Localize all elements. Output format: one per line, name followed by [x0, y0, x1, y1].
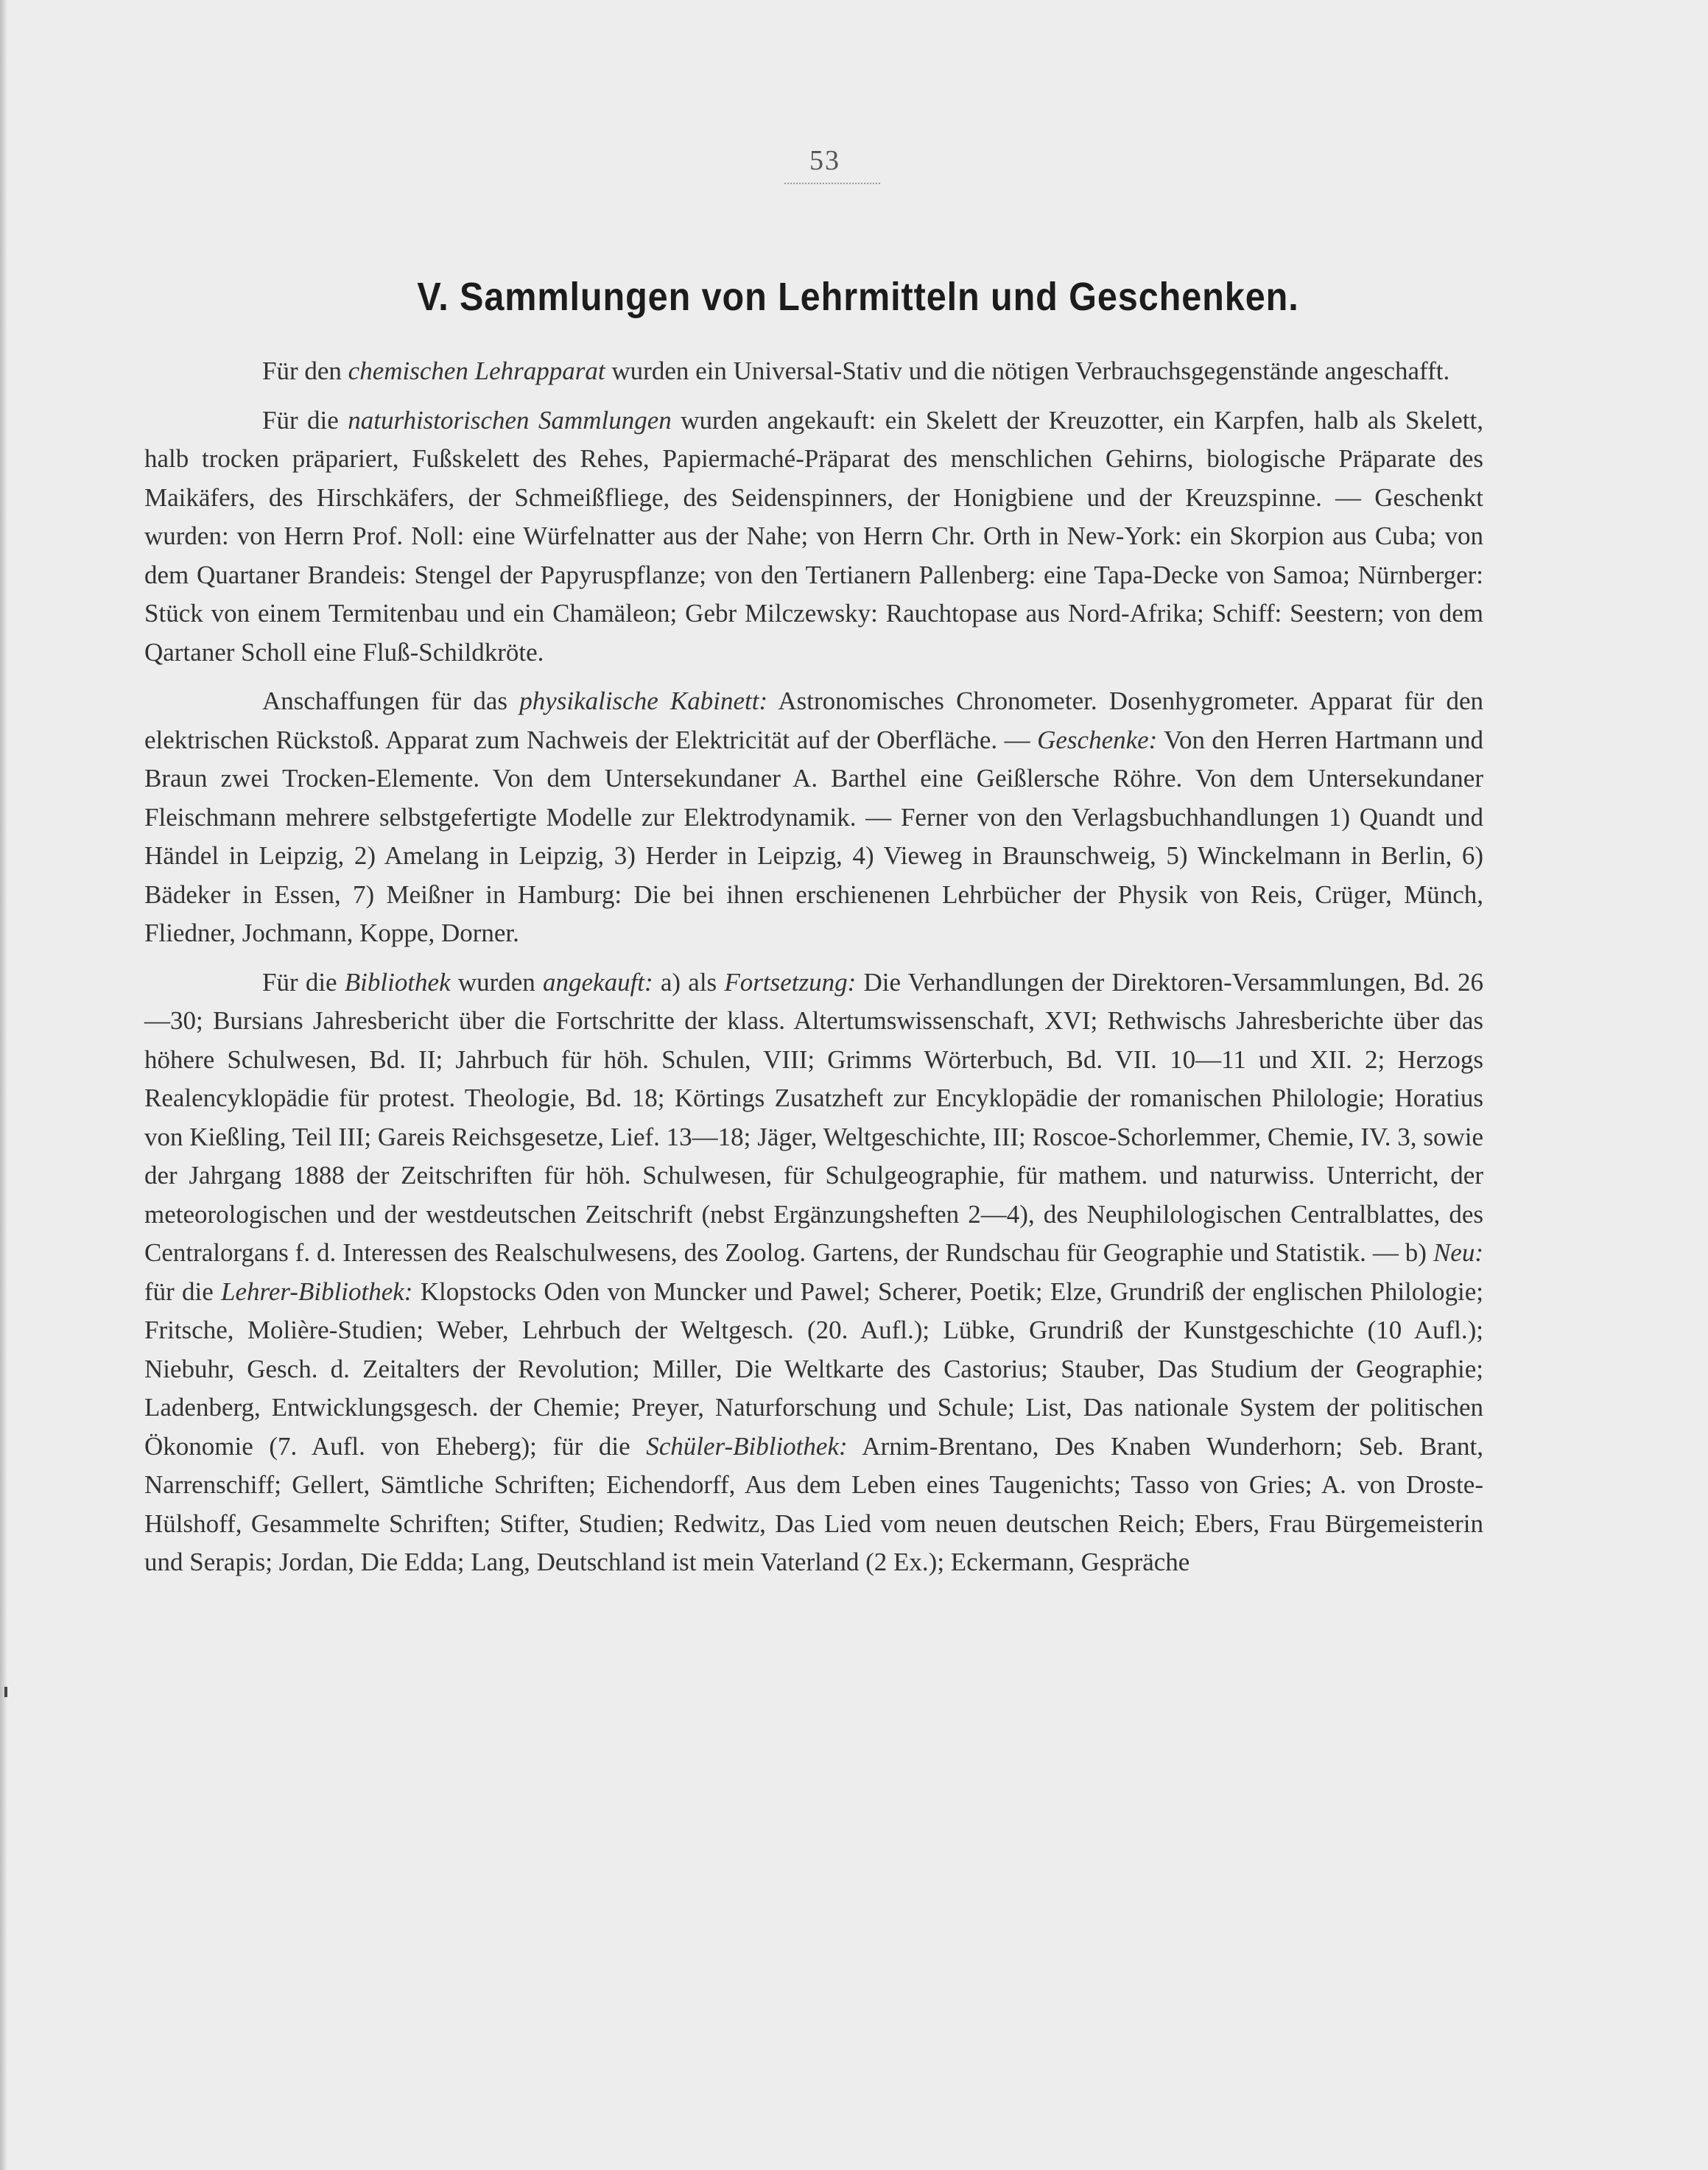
- paragraph-text: Für die: [262, 405, 348, 435]
- page-number-rule: [784, 183, 880, 184]
- paragraph-natural-history: [144, 401, 1483, 673]
- section-heading: V. Sammlungen von Lehrmitteln und Geschenken.: [417, 275, 1299, 319]
- paragraph-text: Astronomisches Chronometer. Dosenhygrometer. Apparat für den elektrischen Rückstoß. Apparat zum Nachweis der Elektricität auf der Oberfläche. —: [144, 687, 1483, 754]
- paragraph-text: wurden angekauft: ein Skelett der Kreuzotter, ein Karpfen, halb als Skelett, halb trocken präpariert, Fußskelett des Rehes, Papiermaché-Präparat des menschlichen Gehirns, biologische Präparate des Maikäfers, des Hirschkäfers, der Schmeißfliege, des Seidenspinners, der Honigbiene und der Kreuzspinne. — Geschenkt wurden: von Herrn Prof. Noll: eine Würfelnatter aus der Nahe; von Herrn Chr. Orth in New-York: ein Skorpion aus Cuba; von dem Quartaner Brandeis: Stengel der Papyruspflanze; von den Tertianern Pallenberg: eine Tapa-Decke von Samoa; Nürnberger: Stück von einem Termitenbau und ein Chamäleon; Gebr Milczewsky: Rauchtopase aus Nord-Afrika; Schiff: Seestern; von dem Qartaner Scholl eine Fluß-Schildkröte.: [144, 405, 1484, 667]
- emphasis-text: Bibliothek: [344, 967, 451, 997]
- emphasis-text: Neu:: [1433, 1238, 1483, 1267]
- paragraph-text: Arnim-Brentano, Des Knaben Wunderhorn; Seb. Brant, Narrenschiff; Gellert, Sämtliche Schriften; Eichendorff, Aus dem Leben eines Taugenichts; Tasso von Gries; A. von Droste-Hülshoff, Gesammelte Schriften; Stifter, Studien; Redwitz, Das Lied vom neuen deutschen Reich; Ebers, Frau Bürgemeisterin und Serapis; Jordan, Die Edda; Lang, Deutschland ist mein Vaterland (2 Ex.); Eckermann, Gespräche: [144, 1431, 1483, 1576]
- paragraph-text: wurden ein Universal-Stativ und die nötigen Verbrauchsgegenstände angeschafft.: [605, 357, 1450, 385]
- paragraph-text: wurden: [450, 967, 544, 997]
- paragraph-text: Für den: [262, 357, 348, 385]
- emphasis-text: naturhistorischen Sammlungen: [348, 405, 672, 435]
- emphasis-text: chemischen Lehrapparat: [348, 357, 605, 385]
- paragraph-text: Die Verhandlungen der Direktoren-Versammlungen, Bd. 26—30; Bursians Jahresbericht über die Fortschritte der klass. Altertumswissenschaft, XVI; Rethwischs Jahresberichte über das höhere Schulwesen, Bd. II; Jahrbuch für höh. Schulen, VIII; Grimms Wörterbuch, Bd. VII. 10—11 und XII. 2; Herzogs Realencyklopädie für protest. Theologie, Bd. 18; Körtings Zusatzheft zur Encyklopädie der romanischen Philologie; Horatius von Kießling, Teil III; Gareis Reichsgesetze, Lief. 13—18; Jäger, Weltgeschichte, III; Roscoe-Schorlemmer, Chemie, IV. 3, sowie der Jahrgang 1888 der Zeitschriften für höh. Schulwesen, für Schulgeographie, für mathem. und naturwiss. Unterricht, der meteorologischen und der westdeutschen Zeitschrift (nebst Ergänzungsheften 2—4), des Neuphilologischen Centralblattes, des Centralorgans f. d. Interessen des Realschulwesens, des Zoolog. Gartens, der Rundschau für Geographie und Statistik. — b): [144, 967, 1483, 1267]
- emphasis-text: Schüler-Bibliothek:: [646, 1431, 848, 1461]
- paragraph-text: Anschaffungen für das: [262, 687, 520, 715]
- page-number: 53: [809, 145, 840, 176]
- paragraph-text: für die: [144, 1277, 222, 1306]
- paragraph-text: Für die: [262, 967, 345, 997]
- paragraph-physics: [144, 682, 1483, 953]
- paragraph-chemistry: [144, 352, 1483, 391]
- paragraph-text: Von den Herren Hartmann und Braun zwei Trocken-Elemente. Von dem Untersekundaner A. Barthel eine Geißlersche Röhre. Von dem Untersekundaner Fleischmann mehrere selbstgefertigte Modelle zur Elektrodynamik. — Ferner von den Verlagsbuchhandlungen 1) Quandt und Händel in Leipzig, 2) Amelang in Leipzig, 3) Herder in Leipzig, 4) Vieweg in Braunschweig, 5) Winckelmann in Berlin, 6) Bädeker in Essen, 7) Meißner in Hamburg: Die bei ihnen erschienenen Lehrbücher der Physik von Reis, Crüger, Münch, Fliedner, Jochmann, Koppe, Dorner.: [144, 725, 1483, 947]
- emphasis-text: angekauft:: [543, 967, 653, 997]
- emphasis-text: Lehrer-Bibliothek:: [221, 1277, 413, 1306]
- paragraph-library: [144, 963, 1483, 1582]
- emphasis-text: Fortsetzung:: [724, 967, 857, 997]
- body-text: [144, 352, 1483, 1593]
- paragraph-text: a) als: [653, 967, 725, 997]
- emphasis-text: physikalische Kabinett:: [519, 687, 768, 715]
- emphasis-text: Geschenke:: [1037, 725, 1158, 754]
- page-binding-edge: [0, 0, 7, 2170]
- margin-mark: [4, 1687, 7, 1697]
- paragraph-text: Klopstocks Oden von Muncker und Pawel; Scherer, Poetik; Elze, Grundriß der englischen Philologie; Fritsche, Molière-Studien; Weber, Lehrbuch der Weltgesch. (20. Aufl.); Lübke, Grundriß der Kunstgeschichte (10 Aufl.); Niebuhr, Gesch. d. Zeitalters der Revolution; Miller, Die Weltkarte des Castorius; Stauber, Das Studium der Geographie; Ladenberg, Entwicklungsgesch. der Chemie; Preyer, Naturforschung und Schule; List, Das nationale System der politischen Ökonomie (7. Aufl. von Eheberg); für die: [144, 1277, 1483, 1461]
